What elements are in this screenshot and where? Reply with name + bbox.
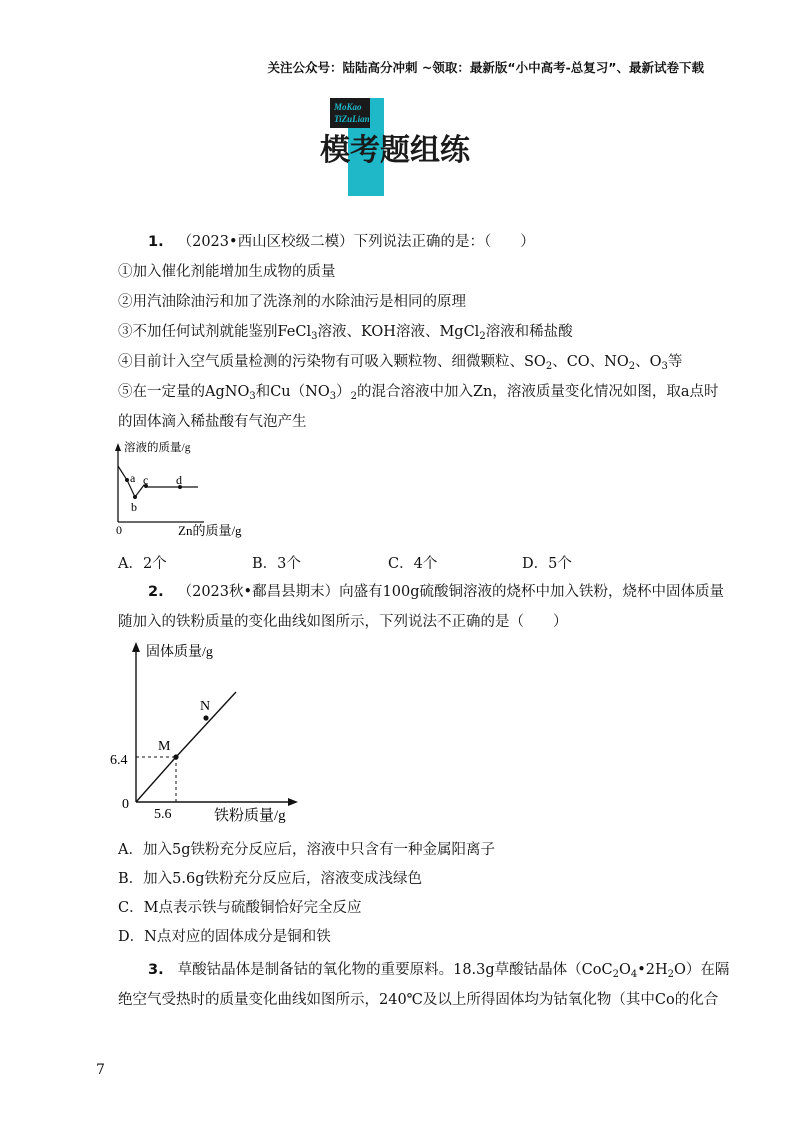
q1-s5-part-c: ） <box>336 384 351 400</box>
q2-option-c[interactable]: C．M点表示铁与硫酸铜恰好完全反应 <box>118 900 362 916</box>
q1-s5-part-a: ⑤在一定量的AgNO <box>118 384 250 400</box>
q1-point-a <box>125 478 129 482</box>
q1-y-label: 溶液的质量/g <box>124 442 191 454</box>
q2-chart <box>110 636 310 826</box>
q1-s3-part-a: ③不加任何试剂就能鉴别FeCl <box>118 324 312 340</box>
q1-s3-sub1: 3 <box>311 331 318 342</box>
logo-latin2: TiZuLian <box>334 114 370 124</box>
q1-statement-3 <box>118 322 573 342</box>
q1-stem-line <box>148 232 535 252</box>
q1-statement-2: ②用汽油除油污和加了洗涤剂的水除油污是相同的原理 <box>118 294 466 310</box>
q1-options <box>118 552 678 572</box>
q1-x-label: Zn的质量/g <box>178 523 242 538</box>
q1-s3-part-c: 溶液和稀盐酸 <box>485 324 573 340</box>
q2-number: 2. <box>148 584 164 600</box>
q1-s4-part-c: 、O <box>635 354 662 370</box>
q2-stem-cont: 随加入的铁粉质量的变化曲线如图所示，下列说法不正确的是（ ） <box>118 614 568 630</box>
logo <box>318 96 478 198</box>
q1-s4-part-b: 、CO、NO <box>552 354 629 370</box>
q1-s5-sub1: 3 <box>249 391 256 402</box>
q1-s4-sub3: 3 <box>661 361 668 372</box>
q2-x-label: 铁粉质量/g <box>214 808 286 824</box>
q2-line-segment-1 <box>136 757 176 802</box>
q3-part-b: O <box>618 962 631 978</box>
q2-m-y-label: 6.4 <box>110 753 128 768</box>
q1-s3-part-b: 溶液、KOH溶液、MgCl <box>317 324 480 340</box>
q3-part-c: •2H <box>637 962 668 978</box>
q2-point-m <box>173 754 178 759</box>
q1-statement-4 <box>118 352 682 372</box>
q1-statement-1: ①加入催化剂能增加生成物的质量 <box>118 264 336 280</box>
q1-option-a[interactable]: A．2个 <box>118 556 167 572</box>
q3-line-1 <box>148 960 729 980</box>
q1-statement-5-cont: 的固体滴入稀盐酸有气泡产生 <box>118 414 307 430</box>
q2-point-m-label: M <box>158 739 171 754</box>
q1-statement-5 <box>118 382 719 402</box>
q1-option-d[interactable]: D．5个 <box>522 556 572 572</box>
q2-stem-line <box>148 582 724 602</box>
q2-option-b[interactable]: B．加入5.6g铁粉充分反应后，溶液变成浅绿色 <box>118 871 422 887</box>
q2-m-x-label: 5.6 <box>154 807 172 822</box>
q1-point-c-label: c <box>143 473 149 487</box>
q1-s4-sub2: 2 <box>628 361 636 372</box>
q1-s5-part-b: 和Cu（NO <box>255 384 330 400</box>
q2-stem: （2023秋•鄱昌县期末）向盛有100g硫酸铜溶液的烧杯中加入铁粉，烧杯中固体质量 <box>177 584 725 600</box>
q1-point-b <box>133 495 137 499</box>
q1-s5-sub2: 3 <box>329 391 337 402</box>
q1-point-b-label: b <box>131 500 137 514</box>
q1-s5-sub3: 2 <box>350 391 357 402</box>
q3-line-2: 绝空气受热时的质量变化曲线如图所示，240℃及以上所得固体均为钴氧化物（其中Co的化合 <box>118 992 719 1008</box>
q1-point-d-label: d <box>176 473 182 487</box>
q3-sub3: 2 <box>667 969 675 980</box>
q1-y-arrow-icon <box>115 443 121 451</box>
q3-number: 3. <box>148 962 164 978</box>
q1-origin: 0 <box>116 523 122 537</box>
q3-part-a: 草酸钴晶体是制备钴的氧化物的重要原料。18.3g草酸钴晶体（CoC <box>177 962 613 978</box>
q1-number: 1. <box>148 234 164 250</box>
q1-s4-sub1: 2 <box>545 361 553 372</box>
q1-option-c[interactable]: C．4个 <box>388 556 438 572</box>
q1-stem: （2023•西山区校级二模）下列说法正确的是：（ ） <box>177 234 535 250</box>
q1-s5-part-d: 的混合溶液中加入Zn，溶液质量变化情况如图，取a点时 <box>356 384 719 400</box>
q1-option-b[interactable]: B．3个 <box>252 556 301 572</box>
q2-origin: 0 <box>122 797 129 812</box>
q3-sub1: 2 <box>612 969 619 980</box>
logo-title: 模考题组练 <box>320 133 470 168</box>
q2-y-label: 固体质量/g <box>146 645 213 660</box>
q3-part-d: O）在隔 <box>674 962 730 978</box>
q2-option-a[interactable]: A．加入5g铁粉充分反应后，溶液中只含有一种金属阳离子 <box>118 842 495 858</box>
q2-x-arrow-icon <box>288 798 298 806</box>
q3-sub2: 4 <box>630 969 638 980</box>
q1-s4-part-a: ④目前计入空气质量检测的污染物有可吸入颗粒物、细微颗粒、SO <box>118 354 546 370</box>
q2-point-n-label: N <box>200 699 211 714</box>
q1-s3-sub2: 2 <box>479 331 486 342</box>
q1-s4-part-d: 等 <box>667 354 683 370</box>
q2-option-d[interactable]: D．N点对应的固体成分是铜和铁 <box>118 929 331 945</box>
header-note: 关注公众号：陆陆高分冲刺 ~领取：最新版“小中高考-总复习”、最新试卷下载 <box>267 60 704 75</box>
q1-chart <box>108 438 278 538</box>
page-number: 7 <box>96 1062 105 1078</box>
q1-point-a-label: a <box>130 471 136 485</box>
q2-point-n <box>203 715 208 720</box>
logo-latin1: MoKao <box>334 102 362 112</box>
q2-y-arrow-icon <box>132 642 140 652</box>
